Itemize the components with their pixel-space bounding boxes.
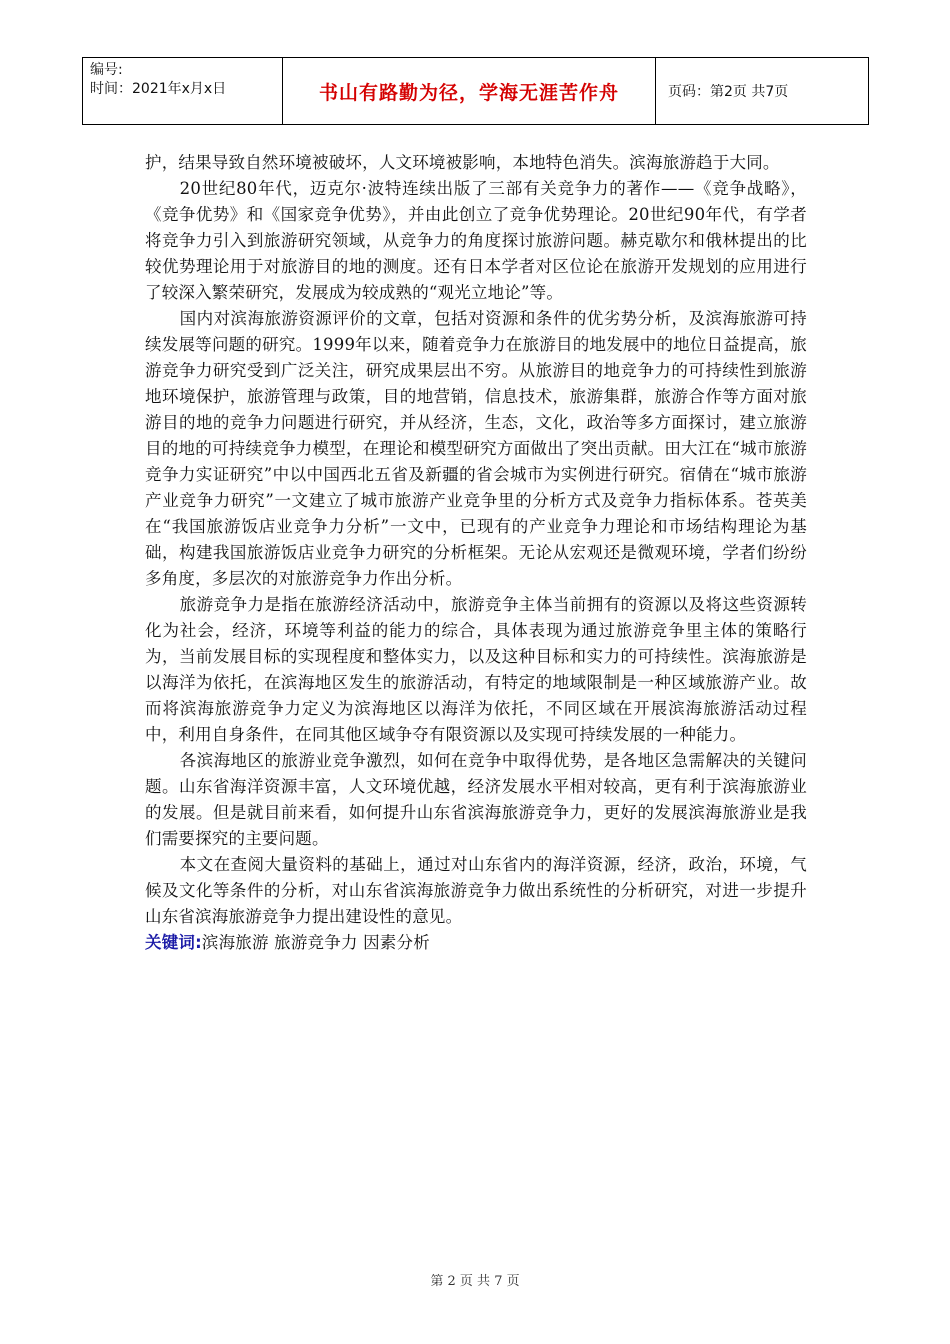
body-paragraph: 本文在查阅大量资料的基础上，通过对山东省内的海洋资源，经济，政治，环境，气候及文化等条件的分析，对山东省滨海旅游竞争力做出系统性的分析研究，对进一步提升山东省滨海旅游竞争力提出建设性的意见。	[145, 855, 807, 926]
body-paragraph: 旅游竞争力是指在旅游经济活动中，旅游竞争主体当前拥有的资源以及将这些资源转化为社会，经济，环境等利益的能力的综合，具体表现为通过旅游竞争里主体的策略行为，当前发展目标的实现程度和整体实力，以及这种目标和实力的可持续性。滨海旅游是以海洋为依托，在滨海地区发生的旅游活动，有特定的地域限制是一种区域旅游产业。故而将滨海旅游竞争力定义为滨海地区以海洋为依托，不同区域在开展滨海旅游活动过程中，利用自身条件，在同其他区域争夺有限资源以及实现可持续发展的一种能力。	[145, 595, 807, 744]
document-date: 时间：2021年x月x日	[90, 81, 227, 97]
keywords-label: 关键词:	[145, 933, 202, 952]
body-paragraph: 20世纪80年代，迈克尔·波特连续出版了三部有关竞争力的著作——《竞争战略》，《竞争优势》和《国家竞争优势》，并由此创立了竞争优势理论。20世纪90年代，有学者将竞争力引入到旅游研究领域，从竞争力的角度探讨旅游问题。赫克歇尔和俄林提出的比较优势理论用于对旅游目的地的测度。还有日本学者对区位论在旅游开发规划的应用进行了较深入繁荣研究，发展成为较成熟的“观光立地论”等。	[145, 179, 807, 302]
page-footer: 第 2 页 共 7 页	[430, 1274, 520, 1289]
keywords-line	[145, 930, 807, 956]
body-paragraph: 护，结果导致自然环境被破坏，人文环境被影响，本地特色消失。滨海旅游趋于大同。	[145, 153, 780, 172]
body-paragraph: 国内对滨海旅游资源评价的文章，包括对资源和条件的优劣势分析，及滨海旅游可持续发展等问题的研究。1999年以来，随着竞争力在旅游目的地发展中的地位日益提高，旅游竞争力研究受到广泛关注，研究成果层出不穷。从旅游目的地竞争力的可持续性到旅游地环境保护，旅游管理与政策，目的地营销，信息技术，旅游集群，旅游合作等方面对旅游目的地的竞争力问题进行研究，并从经济，生态，文化，政治等多方面探讨，建立旅游目的地的可持续竞争力模型，在理论和模型研究方面做出了突出贡献。田大江在“城市旅游竞争力实证研究”中以中国西北五省及新疆的省会城市为实例进行研究。宿倩在“城市旅游产业竞争力研究”一文建立了城市旅游产业竞争里的分析方式及竞争力指标体系。苍英美在“我国旅游饭店业竞争力分析”一文中，已现有的产业竞争力理论和市场结构理论为基础，构建我国旅游饭店业竞争力研究的分析框架。无论从宏观还是微观环境，学者们纷纷多角度，多层次的对旅游竞争力作出分析。	[145, 309, 807, 588]
header-meta	[83, 58, 283, 124]
document-number-label: 编号:	[90, 62, 123, 78]
header-motto: 书山有路勤为径，学海无涯苦作舟	[283, 58, 656, 124]
keywords-value: 滨海旅游 旅游竞争力 因素分析	[201, 933, 430, 952]
page-header	[82, 57, 869, 125]
document-body	[145, 150, 807, 956]
body-paragraph: 各滨海地区的旅游业竞争激烈，如何在竞争中取得优势，是各地区急需解决的关键问题。山东省海洋资源丰富，人文环境优越，经济发展水平相对较高，更有利于滨海旅游业的发展。但是就目前来看，如何提升山东省滨海旅游竞争力，更好的发展滨海旅游业是我们需要探究的主要问题。	[145, 751, 807, 848]
header-page-info: 页码：第2页 共7页	[668, 84, 789, 100]
